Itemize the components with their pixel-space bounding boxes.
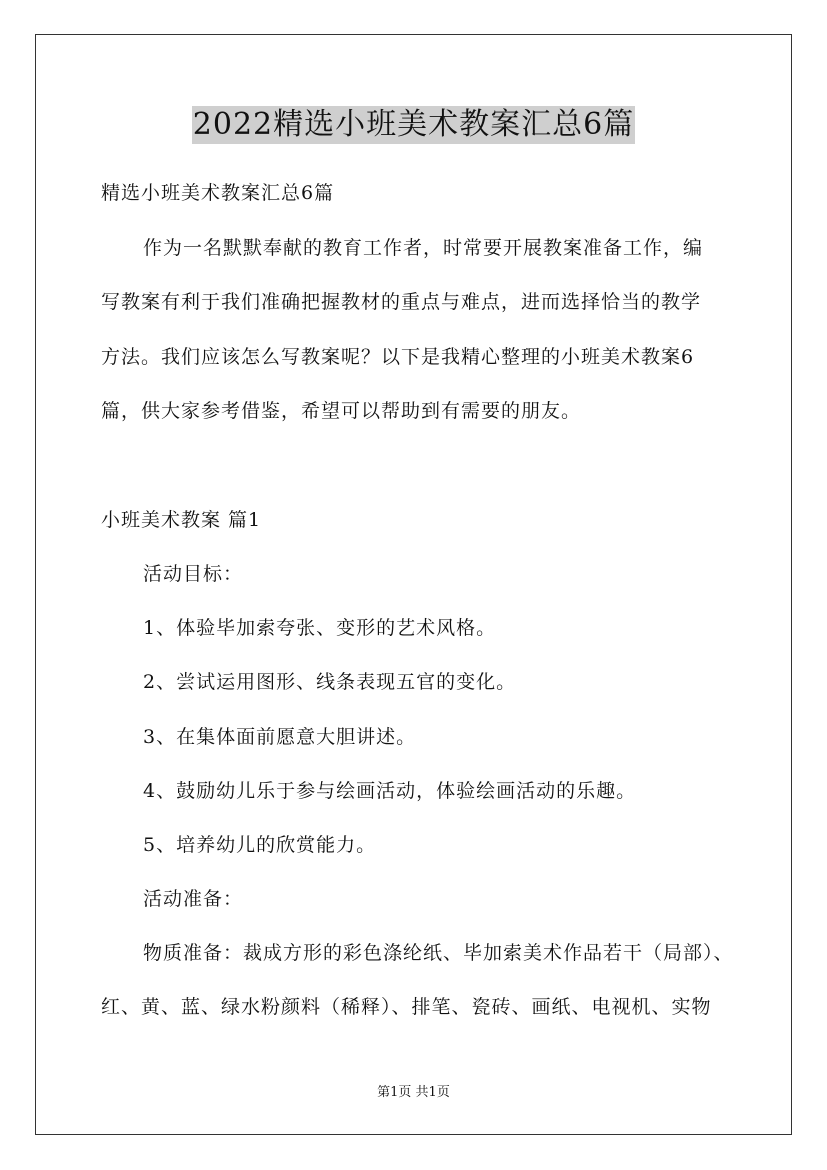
intro-line-2: 写教案有利于我们准确把握教材的重点与难点，进而选择恰当的教学 [101,291,702,313]
document-title-text: 2022精选小班美术教案汇总6篇 [192,107,635,142]
prep-heading: 活动准备： [143,888,244,910]
intro-line-1: 作为一名默默奉献的教育工作者，时常要开展教案准备工作，编 [143,237,704,259]
page-number-footer: 第1页 共1页 [377,1085,450,1100]
document-subtitle: 精选小班美术教案汇总6篇 [101,182,335,204]
prep-line-2: 红、黄、蓝、绿水粉颜料（稀释）、排笔、瓷砖、画纸、电视机、实物 [101,996,712,1018]
intro-line-4: 篇，供大家参考借鉴，希望可以帮助到有需要的朋友。 [101,400,582,422]
goals-heading: 活动目标： [143,563,244,585]
document-title [0,104,827,144]
goal-item-5: 5、培养幼儿的欣赏能力。 [143,834,377,856]
prep-line-1: 物质准备：裁成方形的彩色涤纶纸、毕加索美术作品若干（局部）、 [143,942,734,964]
goal-item-2: 2、尝试运用图形、线条表现五官的变化。 [143,671,517,693]
intro-line-3: 方法。我们应该怎么写教案呢？以下是我精心整理的小班美术教案6 [101,346,695,368]
goal-item-3: 3、在集体面前愿意大胆讲述。 [143,726,417,748]
section-heading: 小班美术教案 篇1 [101,509,262,531]
goal-item-1: 1、体验毕加索夸张、变形的艺术风格。 [143,617,497,639]
goal-item-4: 4、鼓励幼儿乐于参与绘画活动，体验绘画活动的乐趣。 [143,780,637,802]
